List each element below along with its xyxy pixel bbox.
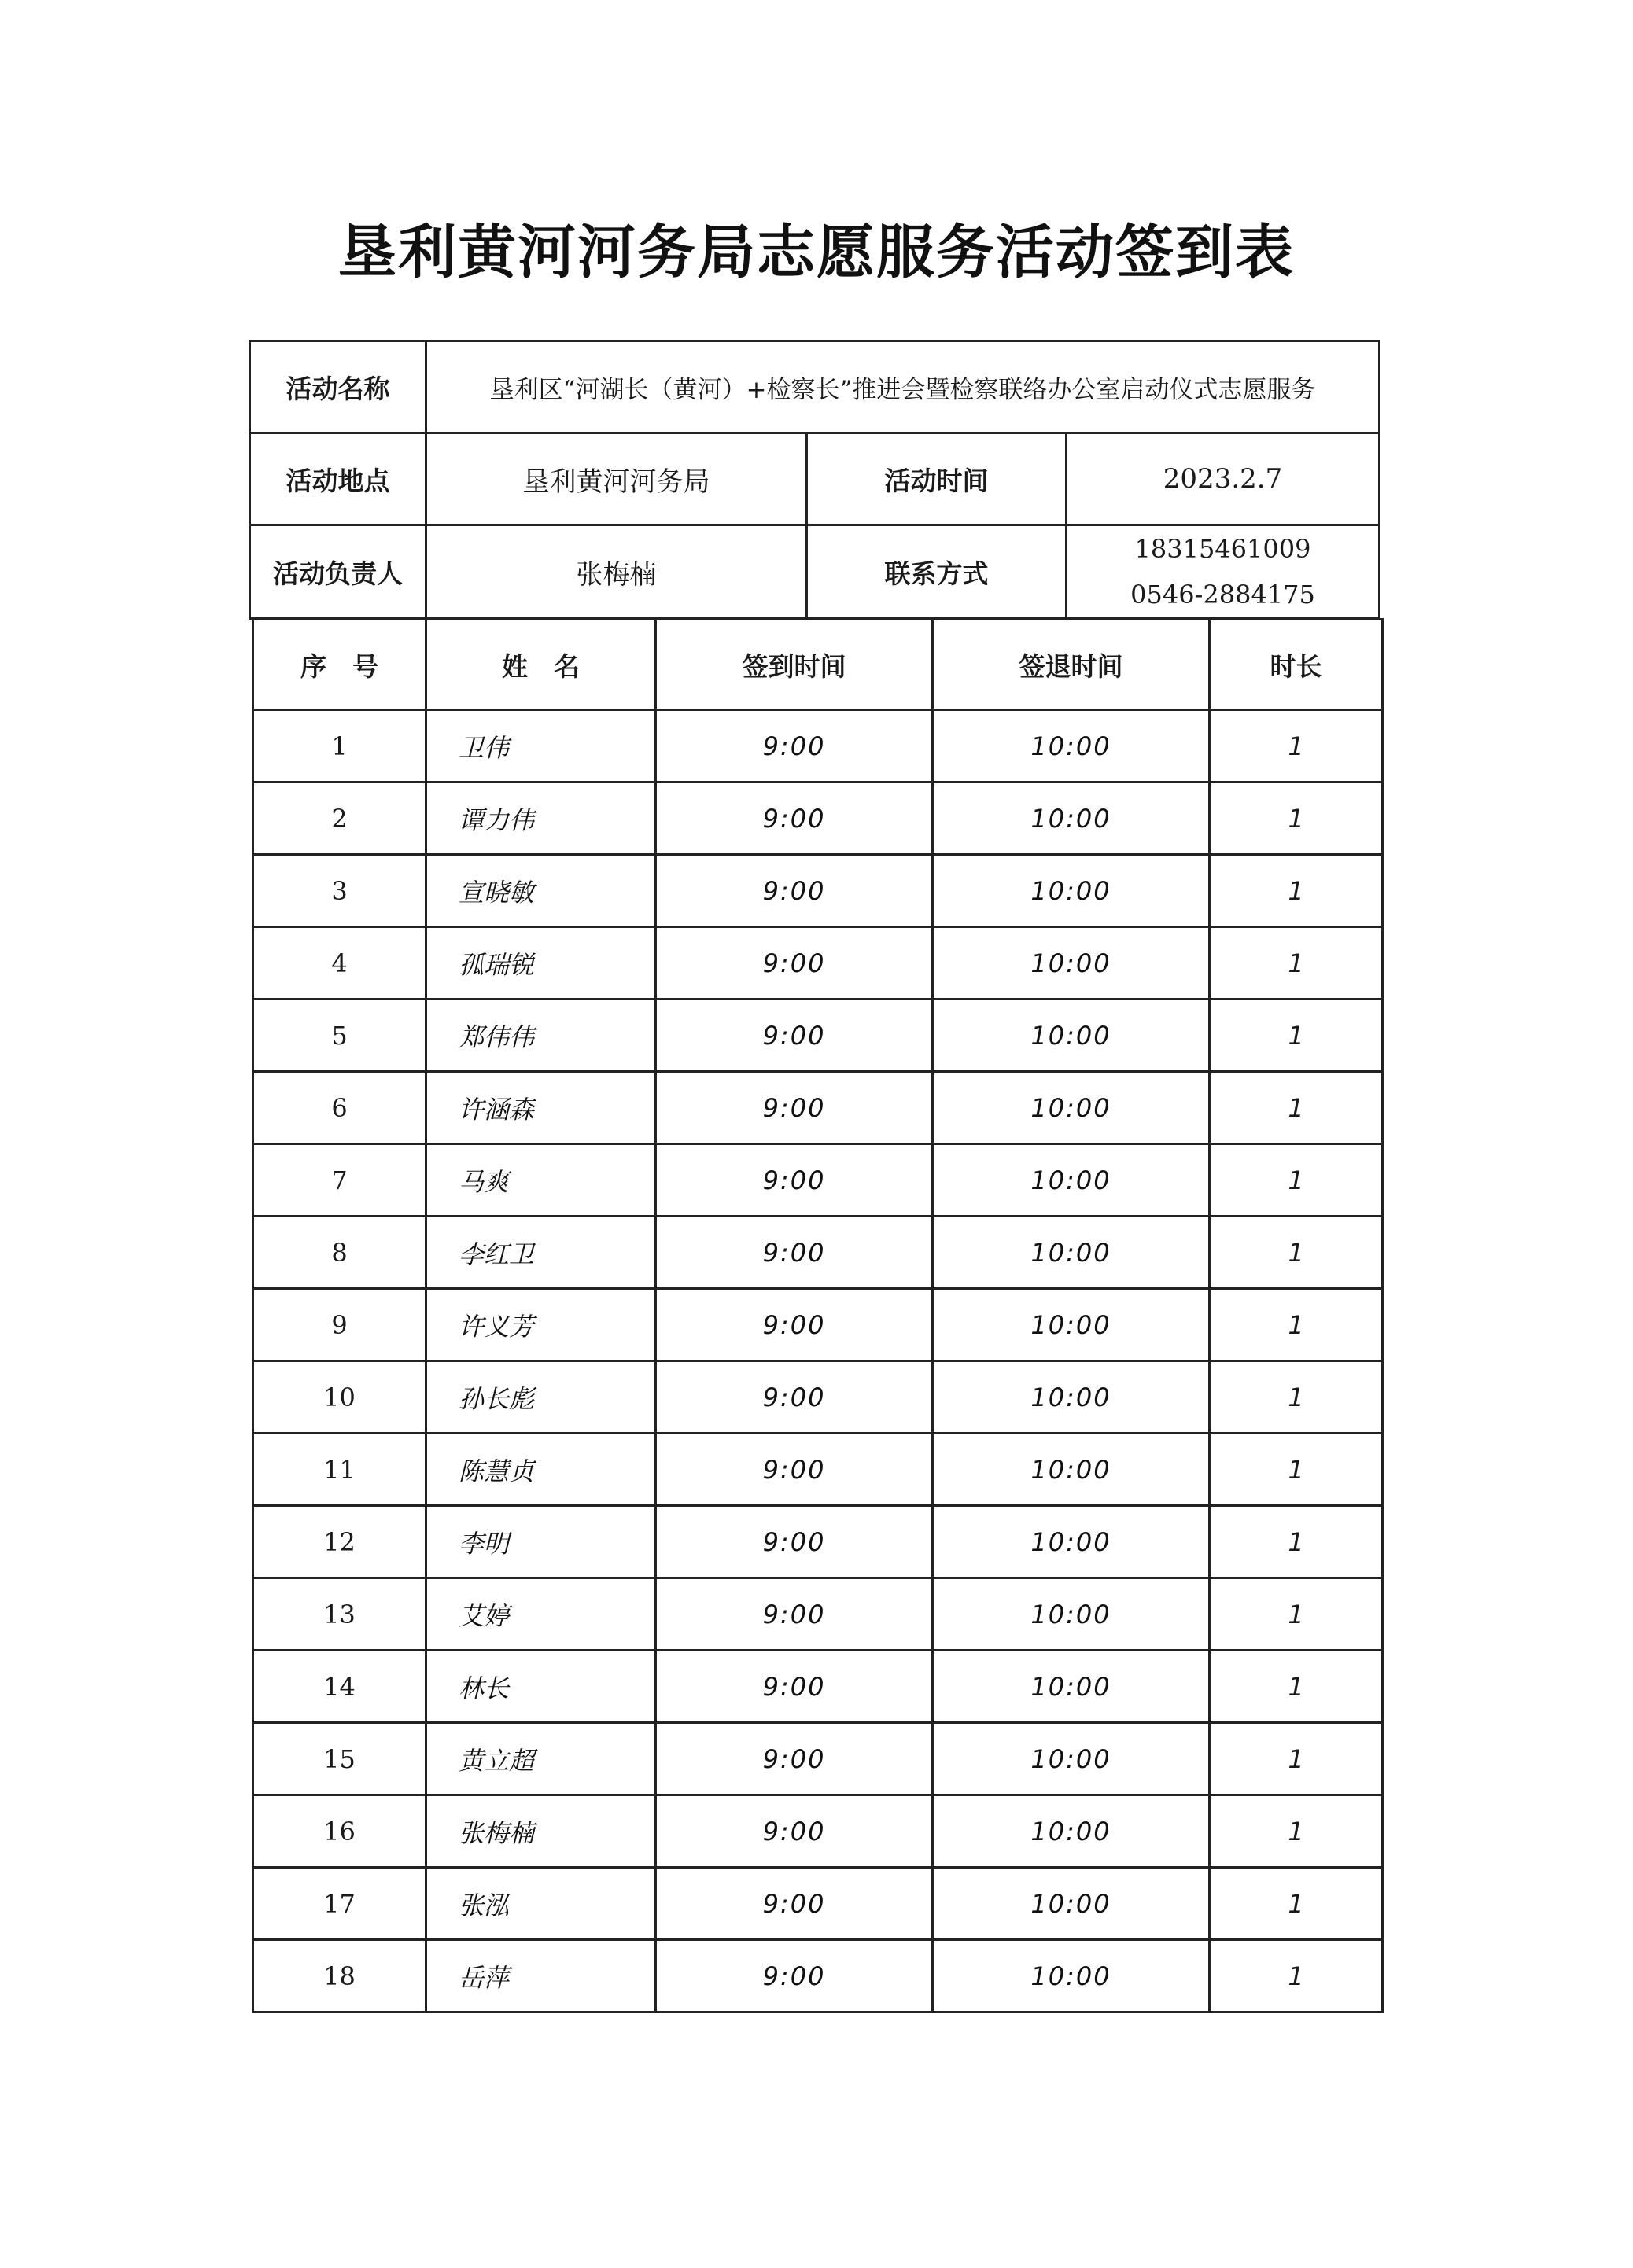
row-index: 11	[253, 1434, 426, 1506]
signature: 许义芳	[426, 1289, 656, 1361]
duration: 1	[1210, 1000, 1383, 1072]
duration: 1	[1210, 1144, 1383, 1217]
signature: 张泓	[426, 1868, 656, 1940]
attendance-table	[252, 618, 1384, 2013]
sign-in-time: 9:00	[656, 1289, 933, 1361]
sign-out-time: 10:00	[933, 1434, 1210, 1506]
sign-out-time: 10:00	[933, 927, 1210, 1000]
sign-in-time: 9:00	[656, 1506, 933, 1578]
signature: 马爽	[426, 1144, 656, 1217]
duration: 1	[1210, 710, 1383, 782]
signature: 许涵森	[426, 1072, 656, 1144]
time-label: 活动时间	[807, 433, 1067, 525]
sign-in-time: 9:00	[656, 710, 933, 782]
sign-out-time: 10:00	[933, 1072, 1210, 1144]
signature: 李明	[426, 1506, 656, 1578]
table-row	[253, 1940, 1383, 2012]
row-index: 7	[253, 1144, 426, 1217]
signature: 孤瑞锐	[426, 927, 656, 1000]
sign-out-time: 10:00	[933, 1217, 1210, 1289]
row-index: 18	[253, 1940, 426, 2012]
row-index: 4	[253, 927, 426, 1000]
time-value: 2023.2.7	[1067, 433, 1380, 525]
sign-in-time: 9:00	[656, 1361, 933, 1434]
signature: 艾婷	[426, 1578, 656, 1651]
sign-in-time: 9:00	[656, 1072, 933, 1144]
sign-out-time: 10:00	[933, 1289, 1210, 1361]
sign-out-time: 10:00	[933, 1506, 1210, 1578]
sign-in-time: 9:00	[656, 1144, 933, 1217]
duration: 1	[1210, 1072, 1383, 1144]
signature: 卫伟	[426, 710, 656, 782]
location-label: 活动地点	[250, 433, 426, 525]
col-header-duration: 时长	[1210, 620, 1383, 710]
activity-name-value: 垦利区“河湖长（黄河）+检察长”推进会暨检察联络办公室启动仪式志愿服务	[426, 341, 1380, 433]
sign-in-time: 9:00	[656, 1651, 933, 1723]
signature: 林长	[426, 1651, 656, 1723]
table-row	[253, 855, 1383, 927]
row-index: 13	[253, 1578, 426, 1651]
duration: 1	[1210, 927, 1383, 1000]
table-row	[253, 710, 1383, 782]
row-index: 1	[253, 710, 426, 782]
row-index: 6	[253, 1072, 426, 1144]
column-header-row	[253, 620, 1383, 710]
row-index: 8	[253, 1217, 426, 1289]
row-index: 16	[253, 1795, 426, 1868]
duration: 1	[1210, 1217, 1383, 1289]
sign-out-time: 10:00	[933, 1795, 1210, 1868]
sign-out-time: 10:00	[933, 710, 1210, 782]
row-index: 9	[253, 1289, 426, 1361]
table-row	[253, 1723, 1383, 1795]
sign-in-time: 9:00	[656, 855, 933, 927]
table-row	[253, 782, 1383, 855]
sign-out-time: 10:00	[933, 1651, 1210, 1723]
row-index: 17	[253, 1868, 426, 1940]
table-row	[253, 1434, 1383, 1506]
table-row	[253, 1868, 1383, 1940]
duration: 1	[1210, 1940, 1383, 2012]
duration: 1	[1210, 1795, 1383, 1868]
sign-out-time: 10:00	[933, 1578, 1210, 1651]
table-row	[253, 1651, 1383, 1723]
duration: 1	[1210, 1578, 1383, 1651]
table-row	[253, 1795, 1383, 1868]
leader-row	[250, 525, 1380, 619]
col-header-sign-out: 签退时间	[933, 620, 1210, 710]
sign-in-time: 9:00	[656, 782, 933, 855]
duration: 1	[1210, 1651, 1383, 1723]
duration: 1	[1210, 855, 1383, 927]
table-row	[253, 1217, 1383, 1289]
row-index: 15	[253, 1723, 426, 1795]
leader-label: 活动负责人	[250, 525, 426, 619]
sign-in-time: 9:00	[656, 1723, 933, 1795]
table-row	[253, 1072, 1383, 1144]
row-index: 2	[253, 782, 426, 855]
sign-in-time: 9:00	[656, 927, 933, 1000]
sign-in-time: 9:00	[656, 1578, 933, 1651]
sign-out-time: 10:00	[933, 1940, 1210, 2012]
row-index: 12	[253, 1506, 426, 1578]
sign-out-time: 10:00	[933, 782, 1210, 855]
row-index: 14	[253, 1651, 426, 1723]
duration: 1	[1210, 782, 1383, 855]
contact-label: 联系方式	[807, 525, 1067, 619]
duration: 1	[1210, 1361, 1383, 1434]
activity-name-label: 活动名称	[250, 341, 426, 433]
signature: 宣晓敏	[426, 855, 656, 927]
location-row	[250, 433, 1380, 525]
row-index: 10	[253, 1361, 426, 1434]
col-header-sign-in: 签到时间	[656, 620, 933, 710]
duration: 1	[1210, 1868, 1383, 1940]
sign-in-time: 9:00	[656, 1434, 933, 1506]
duration: 1	[1210, 1289, 1383, 1361]
sign-in-time: 9:00	[656, 1940, 933, 2012]
sign-out-time: 10:00	[933, 855, 1210, 927]
col-header-name: 姓 名	[426, 620, 656, 710]
signature: 张梅楠	[426, 1795, 656, 1868]
table-row	[253, 1289, 1383, 1361]
sign-out-time: 10:00	[933, 1723, 1210, 1795]
signature: 黄立超	[426, 1723, 656, 1795]
sign-out-time: 10:00	[933, 1144, 1210, 1217]
sign-out-time: 10:00	[933, 1361, 1210, 1434]
contact-phone: 0546-2884175	[1130, 580, 1315, 609]
sign-out-time: 10:00	[933, 1868, 1210, 1940]
sign-out-time: 10:00	[933, 1000, 1210, 1072]
col-header-index: 序 号	[253, 620, 426, 710]
contact-value	[1067, 525, 1380, 619]
signature: 李红卫	[426, 1217, 656, 1289]
table-row	[253, 1361, 1383, 1434]
location-value: 垦利黄河河务局	[426, 433, 807, 525]
sign-in-time: 9:00	[656, 1217, 933, 1289]
activity-name-row	[250, 341, 1380, 433]
signature: 陈慧贞	[426, 1434, 656, 1506]
signature: 谭力伟	[426, 782, 656, 855]
contact-mobile: 18315461009	[1134, 534, 1311, 564]
page-title: 垦利黄河河务局志愿服务活动签到表	[338, 219, 1295, 286]
duration: 1	[1210, 1506, 1383, 1578]
table-row	[253, 927, 1383, 1000]
signature: 孙长彪	[426, 1361, 656, 1434]
table-row	[253, 1000, 1383, 1072]
table-row	[253, 1506, 1383, 1578]
duration: 1	[1210, 1434, 1383, 1506]
attendance-rows	[253, 710, 1383, 2012]
table-row	[253, 1144, 1383, 1217]
row-index: 5	[253, 1000, 426, 1072]
leader-value: 张梅楠	[426, 525, 807, 619]
duration: 1	[1210, 1723, 1383, 1795]
row-index: 3	[253, 855, 426, 927]
sign-in-time: 9:00	[656, 1868, 933, 1940]
activity-info-table	[249, 340, 1380, 620]
sign-in-time: 9:00	[656, 1795, 933, 1868]
signature: 岳萍	[426, 1940, 656, 2012]
sign-in-time: 9:00	[656, 1000, 933, 1072]
signature: 郑伟伟	[426, 1000, 656, 1072]
table-row	[253, 1578, 1383, 1651]
